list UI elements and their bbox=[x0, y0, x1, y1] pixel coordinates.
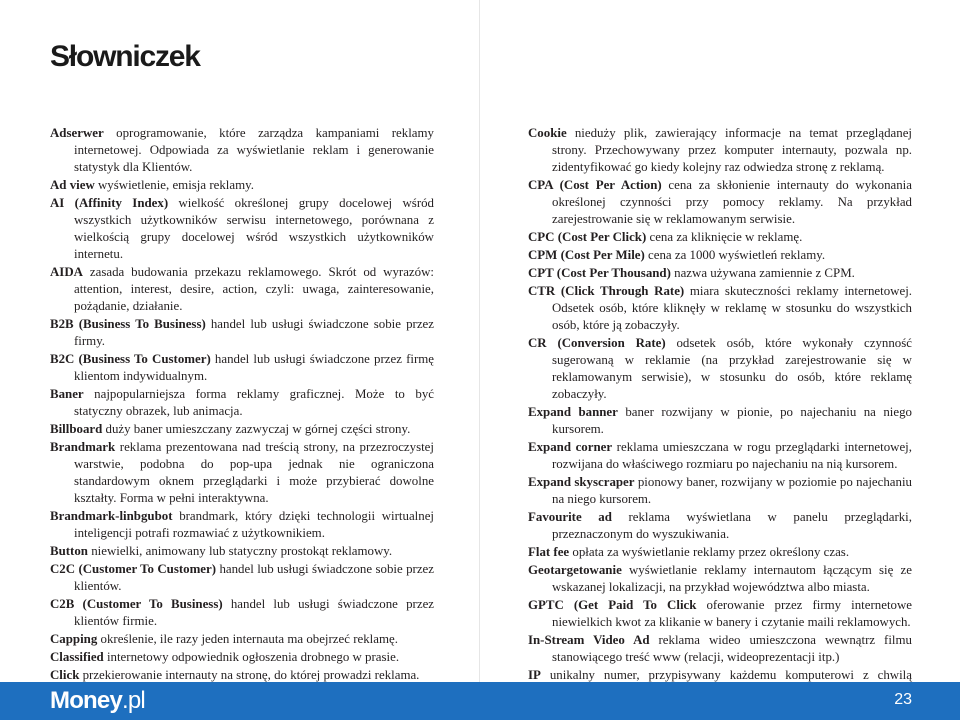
glossary-definition: oferowanie przez firmy internetowe niewielkich kwot za klikanie w banery i czytanie maili reklamowych. bbox=[552, 598, 912, 629]
glossary-term: IP bbox=[528, 668, 541, 682]
glossary-definition: brandmark, który dzięki technologii wirtualnej inteligencji potrafi rozmawiać z użytkownikiem. bbox=[74, 509, 434, 540]
glossary-term: Brandmark bbox=[50, 440, 116, 454]
glossary-entry bbox=[528, 632, 912, 666]
glossary-term: Button bbox=[50, 544, 88, 558]
glossary-entry bbox=[528, 335, 912, 403]
glossary-definition: cena za skłonienie internauty do wykonania określonej czynności przy pomocy reklamy. Na przykład zarejestrowanie się w reklamowanym serwisie. bbox=[552, 178, 912, 226]
glossary-term: B2B (Business To Business) bbox=[50, 317, 206, 331]
glossary-term: Adserwer bbox=[50, 126, 104, 140]
page-title: Słowniczek bbox=[50, 40, 200, 73]
glossary-term: CPT (Cost Per Thousand) bbox=[528, 266, 671, 280]
glossary-definition: handel lub usługi świadczone sobie przez firmy. bbox=[74, 317, 434, 348]
glossary-term: Expand skyscraper bbox=[528, 475, 635, 489]
glossary-entry bbox=[50, 195, 434, 263]
glossary-term: CPC (Cost Per Click) bbox=[528, 230, 647, 244]
glossary-entry bbox=[50, 543, 434, 560]
glossary-definition: handel lub usługi świadczone sobie przez klientów. bbox=[74, 562, 434, 593]
glossary-entry bbox=[50, 649, 434, 666]
glossary-term: Capping bbox=[50, 632, 98, 646]
glossary-definition: duży baner umieszczany zazwyczaj w górnej części strony. bbox=[102, 422, 411, 436]
glossary-term: Click bbox=[50, 668, 80, 682]
glossary-definition: reklama wyświetlana w panelu przeglądarki, przeznaczonym do wyszukiwania. bbox=[552, 510, 912, 541]
glossary-definition: reklama wideo umieszczona wewnątrz filmu stanowiącego treść www (relacji, wideoprezentacji itp.) bbox=[552, 633, 912, 664]
glossary-definition: zasada budowania przekazu reklamowego. Skrót od wyrazów: attention, interest, desire, action, czyli: uwaga, zainteresowanie, pożądanie, działanie. bbox=[74, 265, 434, 313]
glossary-entry bbox=[528, 177, 912, 228]
glossary-entry bbox=[50, 386, 434, 420]
glossary-entry bbox=[528, 404, 912, 438]
glossary-entry bbox=[50, 264, 434, 315]
glossary-term: Flat fee bbox=[528, 545, 570, 559]
glossary-entry bbox=[528, 562, 912, 596]
glossary-definition: miara skuteczności reklamy internetowej. Odsetek osób, które kliknęły w reklamę w stosunku do wszystkich osób, które ją zobaczyły. bbox=[552, 284, 913, 332]
glossary-definition: niewielki, animowany lub statyczny prostokąt reklamowy. bbox=[87, 544, 393, 558]
glossary-term: Expand corner bbox=[528, 440, 613, 454]
glossary-term: B2C (Business To Customer) bbox=[50, 352, 211, 366]
glossary-definition: unikalny numer, przypisywany każdemu komputerowi z chwilą bbox=[549, 668, 912, 682]
glossary-term: CPM (Cost Per Mile) bbox=[528, 248, 645, 262]
glossary-term: GPTC (Get Paid To Click bbox=[528, 598, 697, 612]
glossary-term: Billboard bbox=[50, 422, 103, 436]
glossary-definition: wyświetlenie, emisja reklamy. bbox=[94, 178, 254, 192]
glossary-entry bbox=[528, 247, 912, 264]
glossary-entry bbox=[50, 177, 434, 194]
glossary-term: CPA (Cost Per Action) bbox=[528, 178, 662, 192]
glossary-entry bbox=[528, 229, 912, 246]
glossary-definition: nazwa używana zamiennie z CPM. bbox=[670, 266, 855, 280]
glossary-entry bbox=[528, 474, 912, 508]
glossary-term: Baner bbox=[50, 387, 84, 401]
glossary-definition: baner rozwijany w pionie, po najechaniu na niego kursorem. bbox=[552, 405, 912, 436]
glossary-entry bbox=[528, 439, 912, 473]
glossary-entry bbox=[50, 421, 434, 438]
glossary-definition: określenie, ile razy jeden internauta ma obejrzeć reklamę. bbox=[97, 632, 398, 646]
glossary-term: AI (Affinity Index) bbox=[50, 196, 169, 210]
glossary-definition: wielkość określonej grupy docelowej wśród wszystkich użytkowników serwisu internetowego, porównana z wielkością grupy docelowej wśród wszystkich użytkowników internetu. bbox=[74, 196, 435, 261]
glossary-term: Expand banner bbox=[528, 405, 618, 419]
glossary-definition: handel lub usługi świadczone przez klientów firmie. bbox=[74, 597, 435, 628]
logo-main-text: Money bbox=[50, 687, 123, 714]
glossary-definition: internetowy odpowiednik ogłoszenia drobnego w prasie. bbox=[103, 650, 400, 664]
glossary-term: AIDA bbox=[50, 265, 83, 279]
glossary-definition: oprogramowanie, które zarządza kampaniami reklamy internetowej. Odpowiada za wyświetlanie reklam i generowanie statystyk dla Klientów. bbox=[74, 126, 434, 174]
page-number: 23 bbox=[894, 691, 912, 708]
glossary-entry bbox=[50, 316, 434, 350]
glossary-entry bbox=[50, 125, 434, 176]
glossary-definition: nieduży plik, zawierający informacje na temat przeglądanej strony. Przechowywany przez komputer internauty, pozwala np. zidentyfikować go kiedy kolejny raz odwiedza stronę z reklamą. bbox=[552, 126, 912, 174]
glossary-entry bbox=[50, 561, 434, 595]
glossary-entry bbox=[50, 508, 434, 542]
logo-suffix-text: .pl bbox=[122, 687, 145, 714]
glossary-entry bbox=[50, 631, 434, 648]
glossary-right-column bbox=[528, 125, 912, 702]
glossary-entry bbox=[528, 544, 912, 561]
glossary-term: Favourite ad bbox=[528, 510, 612, 524]
glossary-entry bbox=[528, 283, 912, 334]
glossary-term: Classified bbox=[50, 650, 104, 664]
glossary-definition: opłata za wyświetlanie reklamy przez określony czas. bbox=[569, 545, 850, 559]
glossary-term: C2C (Customer To Customer) bbox=[50, 562, 217, 576]
glossary-definition: pionowy baner, rozwijany w poziomie po najechaniu na niego kursorem. bbox=[552, 475, 912, 506]
glossary-entry bbox=[50, 351, 434, 385]
glossary-term: In-Stream Video Ad bbox=[528, 633, 650, 647]
glossary-term: CR (Conversion Rate) bbox=[528, 336, 666, 350]
glossary-term: Geotargetowanie bbox=[528, 563, 622, 577]
glossary-term: Ad view bbox=[50, 178, 95, 192]
money-pl-logo bbox=[50, 687, 145, 715]
glossary-entry bbox=[50, 596, 434, 630]
glossary-term: C2B (Customer To Business) bbox=[50, 597, 223, 611]
glossary-definition: reklama umieszczana w rogu przeglądarki internetowej, rozwijana do właściwego rozmiaru po najechaniu na nią kursorem. bbox=[552, 440, 912, 471]
glossary-definition: reklama prezentowana nad treścią strony, na przezroczystej warstwie, podobna do pop-upa jednak nie ograniczona standardowym oknem przeglądarki i może przybierać dowolne kształty. Forma w pełni interaktywna. bbox=[74, 440, 434, 505]
glossary-definition: cena za 1000 wyświetleń reklamy. bbox=[644, 248, 826, 262]
glossary-entry bbox=[528, 509, 912, 543]
glossary-entry bbox=[528, 597, 912, 631]
glossary-entry bbox=[50, 439, 434, 507]
glossary-left-column bbox=[50, 125, 434, 685]
glossary-term: Cookie bbox=[528, 126, 567, 140]
footer-bar bbox=[0, 682, 960, 720]
glossary-definition: odsetek osób, które wykonały czynność sugerowaną w reklamie (na przykład zarejestrowanie się w reklamowanym serwisie), w stosunku do osób, które reklamę zobaczyły. bbox=[552, 336, 912, 401]
glossary-definition: wyświetlanie reklamy internautom łączącym się ze wskazanej lokalizacji, na przykład województwa albo miasta. bbox=[552, 563, 912, 594]
glossary-definition: przekierowanie internauty na stronę, do której prowadzi reklama. bbox=[79, 668, 420, 682]
glossary-term: Brandmark-linbgubot bbox=[50, 509, 173, 523]
glossary-entry bbox=[528, 265, 912, 282]
glossary-entry bbox=[528, 125, 912, 176]
glossary-definition: cena za kliknięcie w reklamę. bbox=[646, 230, 803, 244]
page-divider bbox=[479, 0, 480, 682]
glossary-term: CTR (Click Through Rate) bbox=[528, 284, 685, 298]
glossary-definition: handel lub usługi świadczone przez firmę klientom indywidualnym. bbox=[74, 352, 434, 383]
glossary-definition: najpopularniejsza forma reklamy graficznej. Może to być statyczny obrazek, lub animacja. bbox=[74, 387, 434, 418]
